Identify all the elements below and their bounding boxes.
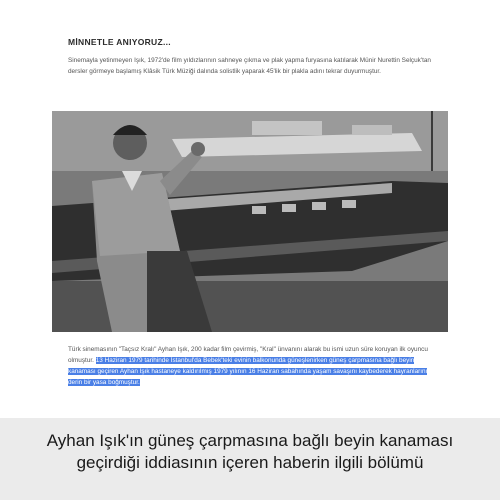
article-heading: MİNNETLE ANIYORUZ... bbox=[68, 37, 171, 47]
intro-paragraph: Sinemayla yetinmeyen Işık, 1972'de film yıldızlarının sahneye çıkma ve plak yapma furyasına katılarak Münir Nurettin Selçuk'tan dersler görmeye başlamış Klâsik Türk Müziği dalında solistlik yaparak 45'lik bir plakla adını tekrar duyurmuştur. bbox=[68, 57, 431, 75]
body-paragraph bbox=[68, 344, 440, 388]
body-text-plain: Türk sinemasının "Taçsız Kralı" Ayhan Işık, 200 kadar film çevirmiş, "Kral" ünvanını alarak bu ismi uzun süre koruyan ilk oyuncu olmuştur. bbox=[68, 346, 428, 364]
image-caption bbox=[0, 430, 500, 474]
article-photo bbox=[52, 111, 448, 332]
caption-line-2: geçirdiği iddiasının içeren haberin ilgili bölümü bbox=[76, 453, 424, 472]
highlighted-text[interactable]: 13 Haziran 1979 tarihinde İstanbul'da Bebek'teki evinin balkonunda güneşlenirken güneş çarpmasına bağlı beyin kanaması geçiren Ayhan Işık hastaneye kaldırılmış 1979 yılının 16 Haziran sabahında yaşam savaşını kaybederek hayranlarını derin bir yasa boğmuştur. bbox=[68, 357, 428, 386]
caption-line-1: Ayhan Işık'ın güneş çarpmasına bağlı beyin kanaması bbox=[46, 431, 454, 450]
